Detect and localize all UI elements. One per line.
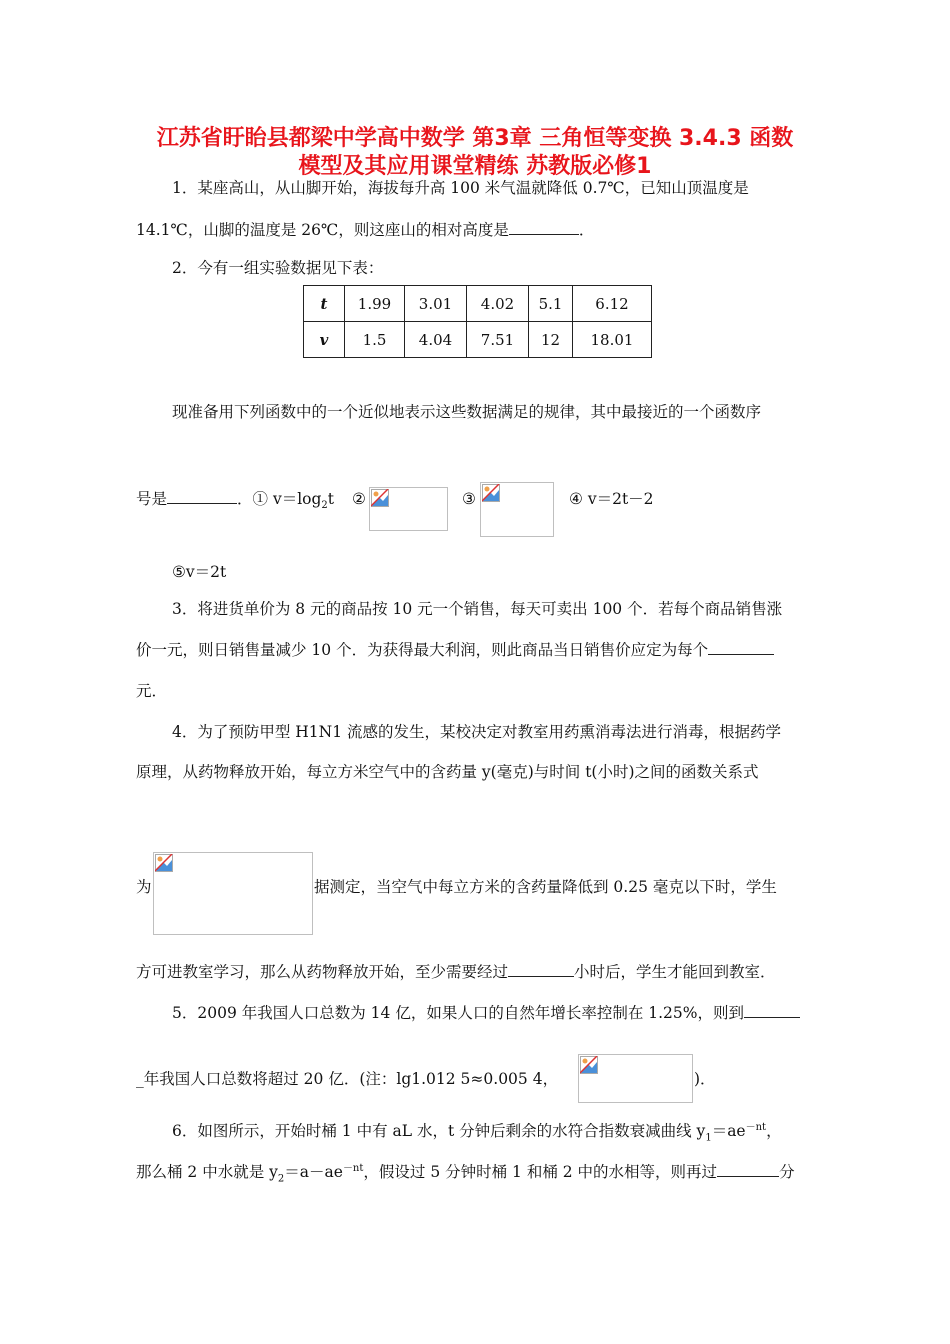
table-row-label: t bbox=[304, 286, 345, 322]
table-row bbox=[304, 322, 652, 358]
question-3-line-3: 元． bbox=[136, 682, 168, 700]
table-cell: 4.04 bbox=[405, 322, 467, 358]
question-4-line-4: 方可进教室学习，那么从药物释放开始，至少需要经过 小时后，学生才能回到教室． bbox=[136, 963, 776, 981]
answer-blank[interactable] bbox=[708, 640, 774, 655]
table-cell: 4.02 bbox=[467, 286, 529, 322]
question-3-line-2: 价一元，则日销售量减少 10 个．为获得最大利润，则此商品当日销售价应定为每个 bbox=[136, 640, 774, 660]
question-1-line-1: 1．某座高山，从山脚开始，海拔每升高 100 米气温就降低 0.7℃，已知山顶温度是 bbox=[172, 179, 749, 197]
question-4-line-3-post: 据测定，当空气中每立方米的含药量降低到 0.25 毫克以下时，学生 bbox=[314, 878, 777, 896]
table-cell: 6.12 bbox=[573, 286, 652, 322]
answer-blank[interactable] bbox=[744, 1003, 800, 1018]
broken-image-icon bbox=[482, 484, 500, 502]
option-5: ⑤v＝2t bbox=[172, 563, 227, 581]
formula-image-placeholder bbox=[480, 482, 554, 537]
page-title bbox=[0, 124, 950, 154]
table-cell: 1.5 bbox=[345, 322, 405, 358]
table-cell: 3.01 bbox=[405, 286, 467, 322]
question-1-line-2: 14.1℃，山脚的温度是 26℃，则这座山的相对高度是 ． bbox=[136, 221, 595, 239]
answer-blank[interactable] bbox=[509, 220, 579, 235]
table-cell: 18.01 bbox=[573, 322, 652, 358]
question-4-line-2: 原理，从药物释放开始，每立方米空气中的含药量 y(毫克)与时间 t(小时)之间的函数关系式 bbox=[136, 763, 759, 781]
table-cell: 5.1 bbox=[529, 286, 573, 322]
question-2-text: 现准备用下列函数中的一个近似地表示这些数据满足的规律，其中最接近的一个函数序 bbox=[172, 403, 762, 421]
broken-image-icon bbox=[580, 1056, 598, 1074]
formula-image-placeholder bbox=[369, 487, 448, 531]
table-row-label: v bbox=[304, 322, 345, 358]
question-5-line-2: _年我国人口总数将超过 20 亿．(注：lg1.012 5≈0.005 4， bbox=[136, 1070, 559, 1088]
answer-blank[interactable] bbox=[508, 962, 574, 977]
question-5-line-1: 5．2009 年我国人口总数为 14 亿，如果人口的自然年增长率控制在 1.25%，则到 bbox=[172, 1003, 800, 1023]
question-2-options: 号是 ．① $v=\log_2t$ bbox=[136, 490, 335, 512]
broken-image-icon bbox=[371, 489, 389, 507]
title-line-1: 江苏省盱眙县都梁中学高中数学 第3章 三角恒等变换 3.4.3 函数 bbox=[156, 126, 794, 151]
formula-image-placeholder bbox=[153, 852, 313, 935]
title-line-2: 模型及其应用课堂精练 苏教版必修1 bbox=[298, 154, 652, 179]
formula-image-placeholder bbox=[578, 1054, 693, 1103]
option-4: ④ v＝2t－2 bbox=[569, 490, 654, 508]
table-cell: 7.51 bbox=[467, 322, 529, 358]
option-3-label: ③ bbox=[462, 490, 476, 508]
data-table bbox=[303, 285, 652, 358]
question-3-line-1: 3．将进货单价为 8 元的商品按 10 元一个销售，每天可卖出 100 个．若每个商品销售涨 bbox=[172, 600, 783, 618]
question-2-intro: 2．今有一组实验数据见下表： bbox=[172, 259, 384, 277]
question-4-line-1: 4．为了预防甲型 H1N1 流感的发生，某校决定对教室用药熏消毒法进行消毒，根据药学 bbox=[172, 723, 782, 741]
answer-blank[interactable] bbox=[717, 1162, 779, 1177]
table-cell: 12 bbox=[529, 322, 573, 358]
question-5-line-2-end: )． bbox=[694, 1070, 716, 1088]
answer-blank[interactable] bbox=[167, 489, 237, 504]
option-2-label: ② bbox=[352, 490, 366, 508]
table-row bbox=[304, 286, 652, 322]
broken-image-icon bbox=[155, 854, 173, 872]
question-6-line-2: 那么桶 2 中水就是 $y_2=a-ae^{-nt}$，假设过 5 分钟时桶 1 和桶 2 中的水相等，则再过 分 bbox=[136, 1163, 795, 1185]
question-4-line-3-pre: 为 bbox=[136, 878, 152, 896]
table-cell: 1.99 bbox=[345, 286, 405, 322]
question-6-line-1: 6．如图所示，开始时桶 1 中有 aL 水，t 分钟后剩余的水符合指数衰减曲线 $y_1=ae^{-nt}$， bbox=[172, 1122, 782, 1144]
